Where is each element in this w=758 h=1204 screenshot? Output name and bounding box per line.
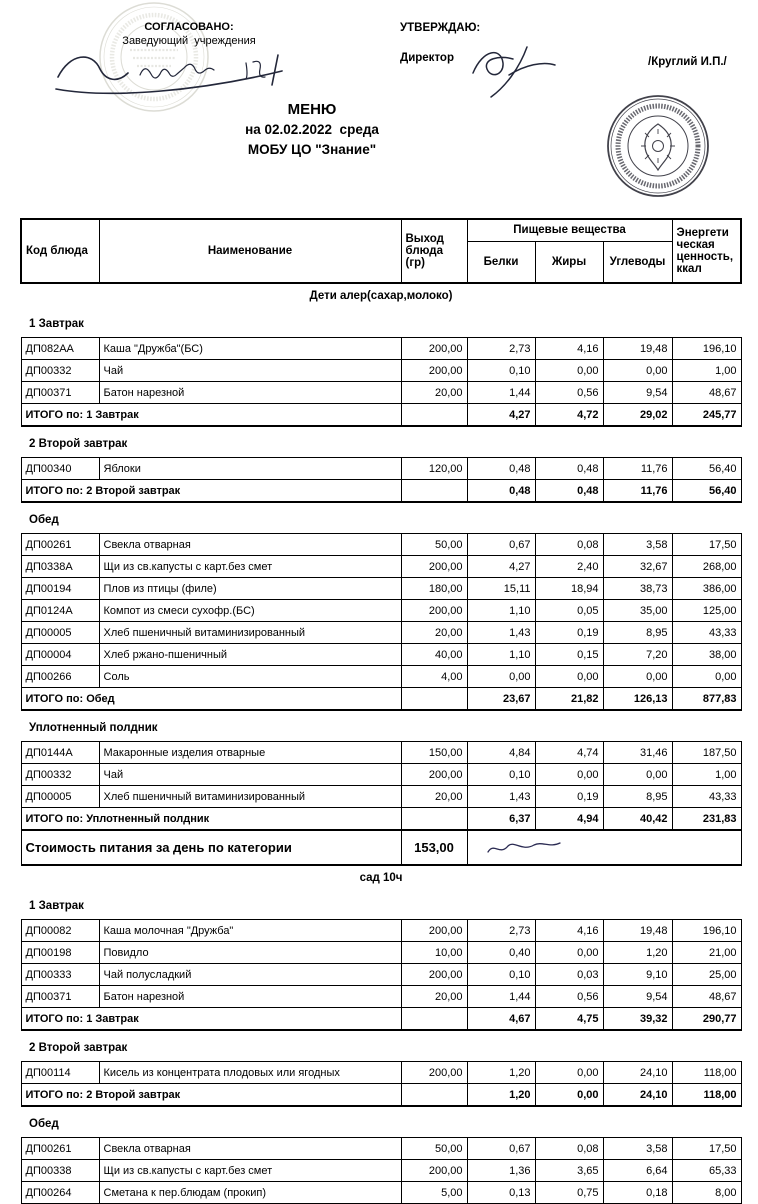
meal-title: 1 Завтрак: [29, 317, 84, 330]
total-protein: 4,27: [467, 404, 535, 427]
dish-output: 200,00: [401, 600, 467, 622]
meal-title-row: [21, 1030, 741, 1062]
dish-energy: 0,00: [672, 666, 741, 688]
dish-protein: 1,10: [467, 600, 535, 622]
signature-director: [455, 35, 567, 101]
total-output: [401, 808, 467, 831]
dish-fat: 0,19: [535, 622, 603, 644]
dish-carbs: 1,20: [603, 942, 672, 964]
dish-protein: 1,44: [467, 986, 535, 1008]
dish-carbs: 11,76: [603, 458, 672, 480]
dish-energy: 25,00: [672, 964, 741, 986]
total-carbs: 126,13: [603, 688, 672, 711]
daily-cost-value: 153,00: [401, 830, 467, 865]
dish-row: [21, 458, 741, 480]
dish-fat: 4,74: [535, 742, 603, 764]
dish-name: Каша "Дружба"(БС): [99, 338, 401, 360]
meal-total-row: [21, 688, 741, 711]
dish-name: Макаронные изделия отварные: [99, 742, 401, 764]
dish-fat: 0,19: [535, 786, 603, 808]
dish-row: [21, 360, 741, 382]
dish-fat: 0,08: [535, 1138, 603, 1160]
dish-output: 5,00: [401, 1182, 467, 1204]
dish-output: 20,00: [401, 986, 467, 1008]
dish-energy: 17,50: [672, 534, 741, 556]
dish-carbs: 19,48: [603, 338, 672, 360]
dish-energy: 65,33: [672, 1160, 741, 1182]
dish-fat: 0,00: [535, 666, 603, 688]
dish-output: 10,00: [401, 942, 467, 964]
dish-code: ДП00114: [21, 1062, 99, 1084]
dish-carbs: 9,10: [603, 964, 672, 986]
dish-carbs: 9,54: [603, 382, 672, 404]
dish-fat: 0,56: [535, 382, 603, 404]
meal-title: 1 Завтрак: [29, 899, 84, 912]
total-fat: 21,82: [535, 688, 603, 711]
dish-energy: 125,00: [672, 600, 741, 622]
category-caption-row: [21, 865, 741, 889]
dish-fat: 0,48: [535, 458, 603, 480]
dish-protein: 0,13: [467, 1182, 535, 1204]
dish-energy: 8,00: [672, 1182, 741, 1204]
dish-name: Свекла отварная: [99, 534, 401, 556]
total-protein: 4,67: [467, 1008, 535, 1031]
dish-code: ДП00332: [21, 764, 99, 786]
dish-row: [21, 556, 741, 578]
dish-row: [21, 786, 741, 808]
dish-fat: 0,75: [535, 1182, 603, 1204]
dish-row: [21, 534, 741, 556]
dish-output: 200,00: [401, 764, 467, 786]
total-label: ИТОГО по: 2 Второй завтрак: [21, 1084, 401, 1107]
dish-name: Чай полусладкий: [99, 964, 401, 986]
total-energy: 56,40: [672, 480, 741, 503]
total-protein: 1,20: [467, 1084, 535, 1107]
dish-name: Сметана к пер.блюдам (прокип): [99, 1182, 401, 1204]
dish-energy: 268,00: [672, 556, 741, 578]
meal-title-row: [21, 1106, 741, 1138]
dish-protein: 4,84: [467, 742, 535, 764]
dish-row: [21, 666, 741, 688]
approved-label: УТВЕРЖДАЮ:: [400, 22, 481, 34]
dish-code: ДП00005: [21, 622, 99, 644]
dish-carbs: 32,67: [603, 556, 672, 578]
col-header-fat: Жиры: [535, 241, 603, 283]
total-fat: 4,94: [535, 808, 603, 831]
dish-protein: 1,43: [467, 786, 535, 808]
total-label: ИТОГО по: Уплотненный полдник: [21, 808, 401, 831]
dish-carbs: 0,00: [603, 764, 672, 786]
meal-title-row: [21, 889, 741, 920]
dish-code: ДП00198: [21, 942, 99, 964]
dish-name: Каша молочная "Дружба": [99, 920, 401, 942]
dish-energy: 56,40: [672, 458, 741, 480]
dish-protein: 1,44: [467, 382, 535, 404]
dish-protein: 0,10: [467, 360, 535, 382]
dish-output: 200,00: [401, 338, 467, 360]
dish-fat: 18,94: [535, 578, 603, 600]
meal-title: Обед: [29, 1117, 59, 1130]
dish-energy: 43,33: [672, 622, 741, 644]
dish-row: [21, 338, 741, 360]
category-caption-row: [21, 283, 741, 307]
dish-name: Батон нарезной: [99, 986, 401, 1008]
menu-date: на 02.02.2022 среда: [245, 122, 379, 137]
total-output: [401, 688, 467, 711]
total-output: [401, 1008, 467, 1031]
meal-title-row: [21, 307, 741, 338]
dish-row: [21, 1160, 741, 1182]
dish-energy: 21,00: [672, 942, 741, 964]
dish-code: ДП00082: [21, 920, 99, 942]
approved-name: /Круглий И.П./: [648, 56, 727, 68]
dish-name: Компот из смеси сухофр.(БС): [99, 600, 401, 622]
meal-total-row: [21, 480, 741, 503]
dish-output: 200,00: [401, 920, 467, 942]
dish-code: ДП00340: [21, 458, 99, 480]
dish-name: Хлеб пшеничный витаминизированный: [99, 786, 401, 808]
dish-name: Плов из птицы (филе): [99, 578, 401, 600]
total-carbs: 11,76: [603, 480, 672, 503]
dish-row: [21, 742, 741, 764]
dish-energy: 196,10: [672, 920, 741, 942]
meal-title-row: [21, 426, 741, 458]
dish-name: Яблоки: [99, 458, 401, 480]
meal-total-row: [21, 1084, 741, 1107]
dish-fat: 0,03: [535, 964, 603, 986]
dish-output: 4,00: [401, 666, 467, 688]
dish-protein: 4,27: [467, 556, 535, 578]
dish-row: [21, 942, 741, 964]
col-header-protein: Белки: [467, 241, 535, 283]
total-label: ИТОГО по: Обед: [21, 688, 401, 711]
daily-cost-row: [21, 830, 741, 865]
dish-code: ДП00264: [21, 1182, 99, 1204]
handwritten-checkmark: [484, 838, 564, 858]
dish-code: ДП00194: [21, 578, 99, 600]
dish-row: [21, 920, 741, 942]
total-label: ИТОГО по: 1 Завтрак: [21, 404, 401, 427]
dish-fat: 2,40: [535, 556, 603, 578]
total-protein: 23,67: [467, 688, 535, 711]
dish-row: [21, 622, 741, 644]
dish-energy: 38,00: [672, 644, 741, 666]
col-header-energy: Энергети ческая ценность, ккал: [672, 219, 741, 283]
dish-name: Повидло: [99, 942, 401, 964]
dish-output: 40,00: [401, 644, 467, 666]
dish-code: ДП00371: [21, 986, 99, 1008]
dish-name: Чай: [99, 360, 401, 382]
dish-protein: 15,11: [467, 578, 535, 600]
dish-output: 20,00: [401, 622, 467, 644]
dish-protein: 0,10: [467, 764, 535, 786]
dish-fat: 3,65: [535, 1160, 603, 1182]
dish-energy: 196,10: [672, 338, 741, 360]
dish-carbs: 0,18: [603, 1182, 672, 1204]
dish-code: ДП0144А: [21, 742, 99, 764]
dish-row: [21, 964, 741, 986]
dish-protein: 1,10: [467, 644, 535, 666]
dish-code: ДП00004: [21, 644, 99, 666]
dish-carbs: 6,64: [603, 1160, 672, 1182]
dish-code: ДП00005: [21, 786, 99, 808]
meal-title: Обед: [29, 513, 59, 526]
dish-carbs: 3,58: [603, 1138, 672, 1160]
col-header-output: Выход блюда (гр): [401, 219, 467, 283]
agreed-role: Заведующий учреждения: [122, 35, 256, 47]
total-output: [401, 1084, 467, 1107]
menu-table-body: [21, 283, 741, 1204]
dish-output: 200,00: [401, 556, 467, 578]
dish-energy: 1,00: [672, 764, 741, 786]
dish-name: Хлеб пшеничный витаминизированный: [99, 622, 401, 644]
dish-carbs: 38,73: [603, 578, 672, 600]
dish-carbs: 19,48: [603, 920, 672, 942]
dish-carbs: 35,00: [603, 600, 672, 622]
institution-name: МОБУ ЦО "Знание": [247, 142, 377, 157]
cost-note-cell: [467, 830, 741, 865]
dish-energy: 43,33: [672, 786, 741, 808]
dish-energy: 187,50: [672, 742, 741, 764]
total-carbs: 39,32: [603, 1008, 672, 1031]
dish-fat: 4,16: [535, 920, 603, 942]
dish-output: 50,00: [401, 534, 467, 556]
meal-total-row: [21, 1008, 741, 1031]
dish-output: 200,00: [401, 1160, 467, 1182]
total-energy: 118,00: [672, 1084, 741, 1107]
dish-output: 20,00: [401, 786, 467, 808]
dish-name: Хлеб ржано-пшеничный: [99, 644, 401, 666]
meal-title: Уплотненный полдник: [29, 721, 158, 734]
agreed-label: СОГЛАСОВАНО:: [144, 21, 234, 33]
dish-protein: 0,48: [467, 458, 535, 480]
dish-fat: 4,16: [535, 338, 603, 360]
total-energy: 231,83: [672, 808, 741, 831]
total-protein: 0,48: [467, 480, 535, 503]
dish-output: 50,00: [401, 1138, 467, 1160]
dish-fat: 0,00: [535, 360, 603, 382]
dish-output: 200,00: [401, 360, 467, 382]
meal-total-row: [21, 808, 741, 831]
dish-code: ДП0124А: [21, 600, 99, 622]
dish-energy: 386,00: [672, 578, 741, 600]
dish-energy: 17,50: [672, 1138, 741, 1160]
col-header-dish-name: Наименование: [99, 219, 401, 283]
total-output: [401, 404, 467, 427]
official-round-stamp: [596, 90, 720, 202]
dish-code: ДП00371: [21, 382, 99, 404]
dish-protein: 0,00: [467, 666, 535, 688]
menu-title: МЕНЮ: [287, 101, 337, 118]
dish-output: 150,00: [401, 742, 467, 764]
col-group-nutrients: Пищевые вещества: [467, 219, 672, 241]
dish-carbs: 0,00: [603, 666, 672, 688]
dish-code: ДП00266: [21, 666, 99, 688]
total-carbs: 40,42: [603, 808, 672, 831]
dish-carbs: 31,46: [603, 742, 672, 764]
dish-carbs: 3,58: [603, 534, 672, 556]
dish-energy: 48,67: [672, 986, 741, 1008]
dish-fat: 0,56: [535, 986, 603, 1008]
approved-role: Директор: [400, 52, 454, 64]
menu-table: [20, 218, 742, 1204]
dish-row: [21, 1062, 741, 1084]
dish-protein: 1,43: [467, 622, 535, 644]
dish-fat: 0,00: [535, 764, 603, 786]
agreed-block: [104, 20, 274, 48]
total-label: ИТОГО по: 1 Завтрак: [21, 1008, 401, 1031]
dish-name: Щи из св.капусты с карт.без смет: [99, 1160, 401, 1182]
dish-fat: 0,05: [535, 600, 603, 622]
col-header-carbs: Углеводы: [603, 241, 672, 283]
total-carbs: 24,10: [603, 1084, 672, 1107]
total-label: ИТОГО по: 2 Второй завтрак: [21, 480, 401, 503]
dish-row: [21, 600, 741, 622]
dish-name: Соль: [99, 666, 401, 688]
dish-output: 20,00: [401, 382, 467, 404]
dish-code: ДП00338: [21, 1160, 99, 1182]
category-caption: Дети алер(сахар,молоко): [309, 289, 453, 302]
dish-name: Щи из св.капусты с карт.без смет: [99, 556, 401, 578]
dish-row: [21, 1138, 741, 1160]
total-energy: 245,77: [672, 404, 741, 427]
dish-protein: 0,67: [467, 534, 535, 556]
total-fat: 4,72: [535, 404, 603, 427]
meal-title-row: [21, 502, 741, 534]
dish-output: 200,00: [401, 964, 467, 986]
dish-output: 180,00: [401, 578, 467, 600]
meal-title: 2 Второй завтрак: [29, 437, 128, 450]
signature-head-of-institution: [50, 45, 292, 101]
total-carbs: 29,02: [603, 404, 672, 427]
total-fat: 4,75: [535, 1008, 603, 1031]
total-energy: 290,77: [672, 1008, 741, 1031]
dish-protein: 0,10: [467, 964, 535, 986]
dish-row: [21, 382, 741, 404]
dish-code: ДП00261: [21, 534, 99, 556]
dish-code: ДП00261: [21, 1138, 99, 1160]
dish-protein: 0,40: [467, 942, 535, 964]
dish-row: [21, 578, 741, 600]
dish-energy: 118,00: [672, 1062, 741, 1084]
total-fat: 0,00: [535, 1084, 603, 1107]
col-header-dish-code: Код блюда: [21, 219, 99, 283]
dish-protein: 1,36: [467, 1160, 535, 1182]
dish-carbs: 8,95: [603, 622, 672, 644]
total-output: [401, 480, 467, 503]
dish-carbs: 0,00: [603, 360, 672, 382]
meal-title-row: [21, 710, 741, 742]
dish-code: ДП00333: [21, 964, 99, 986]
total-energy: 877,83: [672, 688, 741, 711]
dish-carbs: 8,95: [603, 786, 672, 808]
dish-carbs: 9,54: [603, 986, 672, 1008]
dish-name: Кисель из концентрата плодовых или ягодных: [99, 1062, 401, 1084]
dish-row: [21, 764, 741, 786]
dish-energy: 1,00: [672, 360, 741, 382]
dish-protein: 1,20: [467, 1062, 535, 1084]
dish-carbs: 7,20: [603, 644, 672, 666]
dish-code: ДП082АА: [21, 338, 99, 360]
dish-fat: 0,00: [535, 1062, 603, 1084]
dish-energy: 48,67: [672, 382, 741, 404]
dish-code: ДП00332: [21, 360, 99, 382]
dish-fat: 0,00: [535, 942, 603, 964]
dish-fat: 0,15: [535, 644, 603, 666]
dish-protein: 2,73: [467, 920, 535, 942]
dish-protein: 2,73: [467, 338, 535, 360]
menu-title-block: [132, 100, 492, 160]
dish-name: Батон нарезной: [99, 382, 401, 404]
dish-name: Свекла отварная: [99, 1138, 401, 1160]
total-protein: 6,37: [467, 808, 535, 831]
dish-row: [21, 1182, 741, 1204]
category-caption: сад 10ч: [359, 871, 403, 884]
meal-title: 2 Второй завтрак: [29, 1041, 128, 1054]
dish-output: 200,00: [401, 1062, 467, 1084]
dish-fat: 0,08: [535, 534, 603, 556]
menu-table-header: [21, 219, 741, 283]
total-fat: 0,48: [535, 480, 603, 503]
dish-row: [21, 644, 741, 666]
dish-carbs: 24,10: [603, 1062, 672, 1084]
dish-row: [21, 986, 741, 1008]
dish-name: Чай: [99, 764, 401, 786]
dish-output: 120,00: [401, 458, 467, 480]
daily-cost-label: Стоимость питания за день по категории: [21, 830, 401, 865]
dish-code: ДП0338А: [21, 556, 99, 578]
meal-total-row: [21, 404, 741, 427]
dish-protein: 0,67: [467, 1138, 535, 1160]
